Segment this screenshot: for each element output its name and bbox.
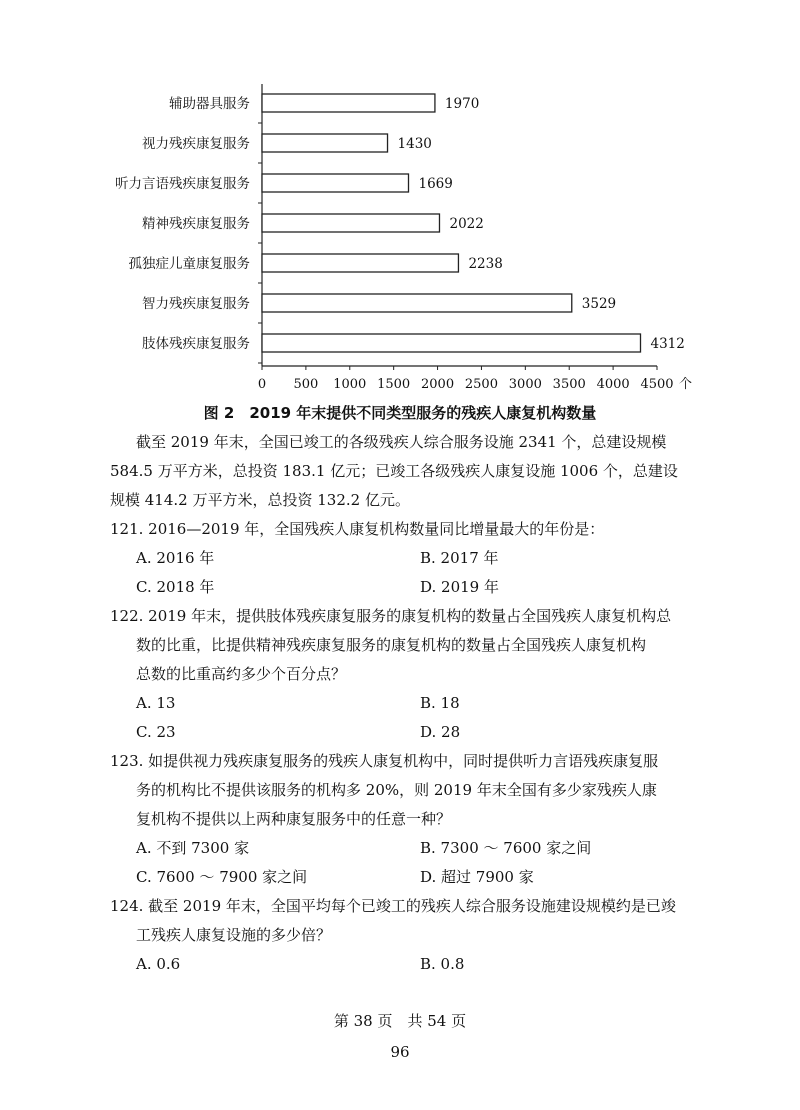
question-121 — [110, 515, 710, 602]
category-label: 精神残疾康复服务 — [142, 216, 250, 232]
bar — [262, 254, 458, 272]
question-stem-cont: 务的机构比不提供该服务的机构多 20%，则 2019 年末全国有多少家残疾人康 — [136, 781, 657, 799]
chart-caption: 图 2 2019 年末提供不同类型服务的残疾人康复机构数量 — [203, 404, 597, 422]
paragraph-line: 截至 2019 年末，全国已竣工的各级残疾人综合服务设施 2341 个，总建设规模 — [136, 433, 667, 451]
option-b: B. 2017 年 — [420, 549, 499, 567]
option-d: D. 2019 年 — [420, 578, 499, 596]
bar — [262, 334, 640, 352]
x-tick-label: 1500 — [377, 377, 411, 392]
bar — [262, 94, 435, 112]
question-stem-cont: 总数的比重高约多少个百分点？ — [136, 665, 347, 683]
question-stem: 124. 截至 2019 年末，全国平均每个已竣工的残疾人综合服务设施建设规模约是已竣 — [110, 897, 676, 915]
question-124 — [110, 892, 710, 979]
summary-paragraph — [110, 428, 710, 515]
category-label: 听力言语残疾康复服务 — [115, 176, 250, 192]
bar — [262, 134, 388, 152]
option-d: D. 超过 7900 家 — [420, 868, 534, 886]
option-c: C. 7600 ～ 7900 家之间 — [136, 868, 308, 886]
question-stem-cont: 工残疾人康复设施的多少倍？ — [136, 926, 332, 944]
option-b: B. 0.8 — [420, 955, 465, 973]
x-unit-label: 个 — [679, 377, 693, 392]
x-tick-label: 3000 — [508, 377, 542, 392]
data-label: 4312 — [650, 336, 685, 352]
x-tick-label: 500 — [293, 377, 319, 392]
option-a: A. 13 — [136, 694, 176, 712]
page-number: 96 — [390, 1043, 410, 1061]
data-label: 2022 — [449, 216, 484, 232]
option-a: A. 不到 7300 家 — [136, 839, 250, 857]
option-a: A. 2016 年 — [136, 549, 215, 567]
x-tick-label: 0 — [257, 377, 267, 392]
category-label: 肢体残疾康复服务 — [142, 336, 250, 352]
option-c: C. 23 — [136, 723, 176, 741]
question-stem: 122. 2019 年末，提供肢体残疾康复服务的康复机构的数量占全国残疾人康复机构总 — [110, 607, 672, 625]
question-stem: 121. 2016—2019 年，全国残疾人康复机构数量同比增量最大的年份是： — [110, 520, 605, 538]
category-label: 孤独症儿童康复服务 — [128, 256, 250, 272]
page-label: 第 38 页 共 54 页 — [333, 1012, 467, 1030]
question-stem-cont: 数的比重，比提供精神残疾康复服务的康复机构的数量占全国残疾人康复机构 — [136, 636, 647, 654]
x-tick-label: 4500 — [640, 377, 674, 392]
x-tick-label: 4000 — [596, 377, 630, 392]
category-label: 视力残疾康复服务 — [142, 136, 250, 152]
bar — [262, 174, 409, 192]
data-label: 3529 — [581, 296, 617, 312]
data-label: 1430 — [397, 136, 432, 152]
data-label: 1669 — [418, 176, 453, 192]
x-tick-label: 1000 — [333, 377, 367, 392]
option-b: B. 18 — [420, 694, 460, 712]
category-label: 智力残疾康复服务 — [142, 296, 250, 312]
data-label: 2238 — [468, 256, 503, 272]
paragraph-line: 规模 414.2 万平方米，总投资 132.2 亿元。 — [110, 491, 410, 509]
bar — [262, 294, 572, 312]
bar-chart — [0, 0, 800, 400]
paragraph-line: 584.5 万平方米，总投资 183.1 亿元；已竣工各级残疾人康复设施 1006 个，总建设 — [110, 462, 678, 480]
x-tick-label: 2000 — [421, 377, 455, 392]
option-d: D. 28 — [420, 723, 461, 741]
question-122 — [110, 602, 710, 747]
data-label: 1970 — [444, 96, 480, 112]
x-tick-label: 2500 — [464, 377, 498, 392]
question-123 — [110, 747, 710, 892]
question-stem-cont: 复机构不提供以上两种康复服务中的任意一种？ — [136, 810, 452, 828]
option-b: B. 7300 ～ 7600 家之间 — [420, 839, 592, 857]
bar — [262, 214, 439, 232]
question-stem: 123. 如提供视力残疾康复服务的残疾人康复机构中，同时提供听力言语残疾康复服 — [110, 752, 659, 770]
option-a: A. 0.6 — [136, 955, 181, 973]
x-tick-label: 3500 — [552, 377, 586, 392]
option-c: C. 2018 年 — [136, 578, 215, 596]
category-label: 辅助器具服务 — [169, 96, 250, 112]
